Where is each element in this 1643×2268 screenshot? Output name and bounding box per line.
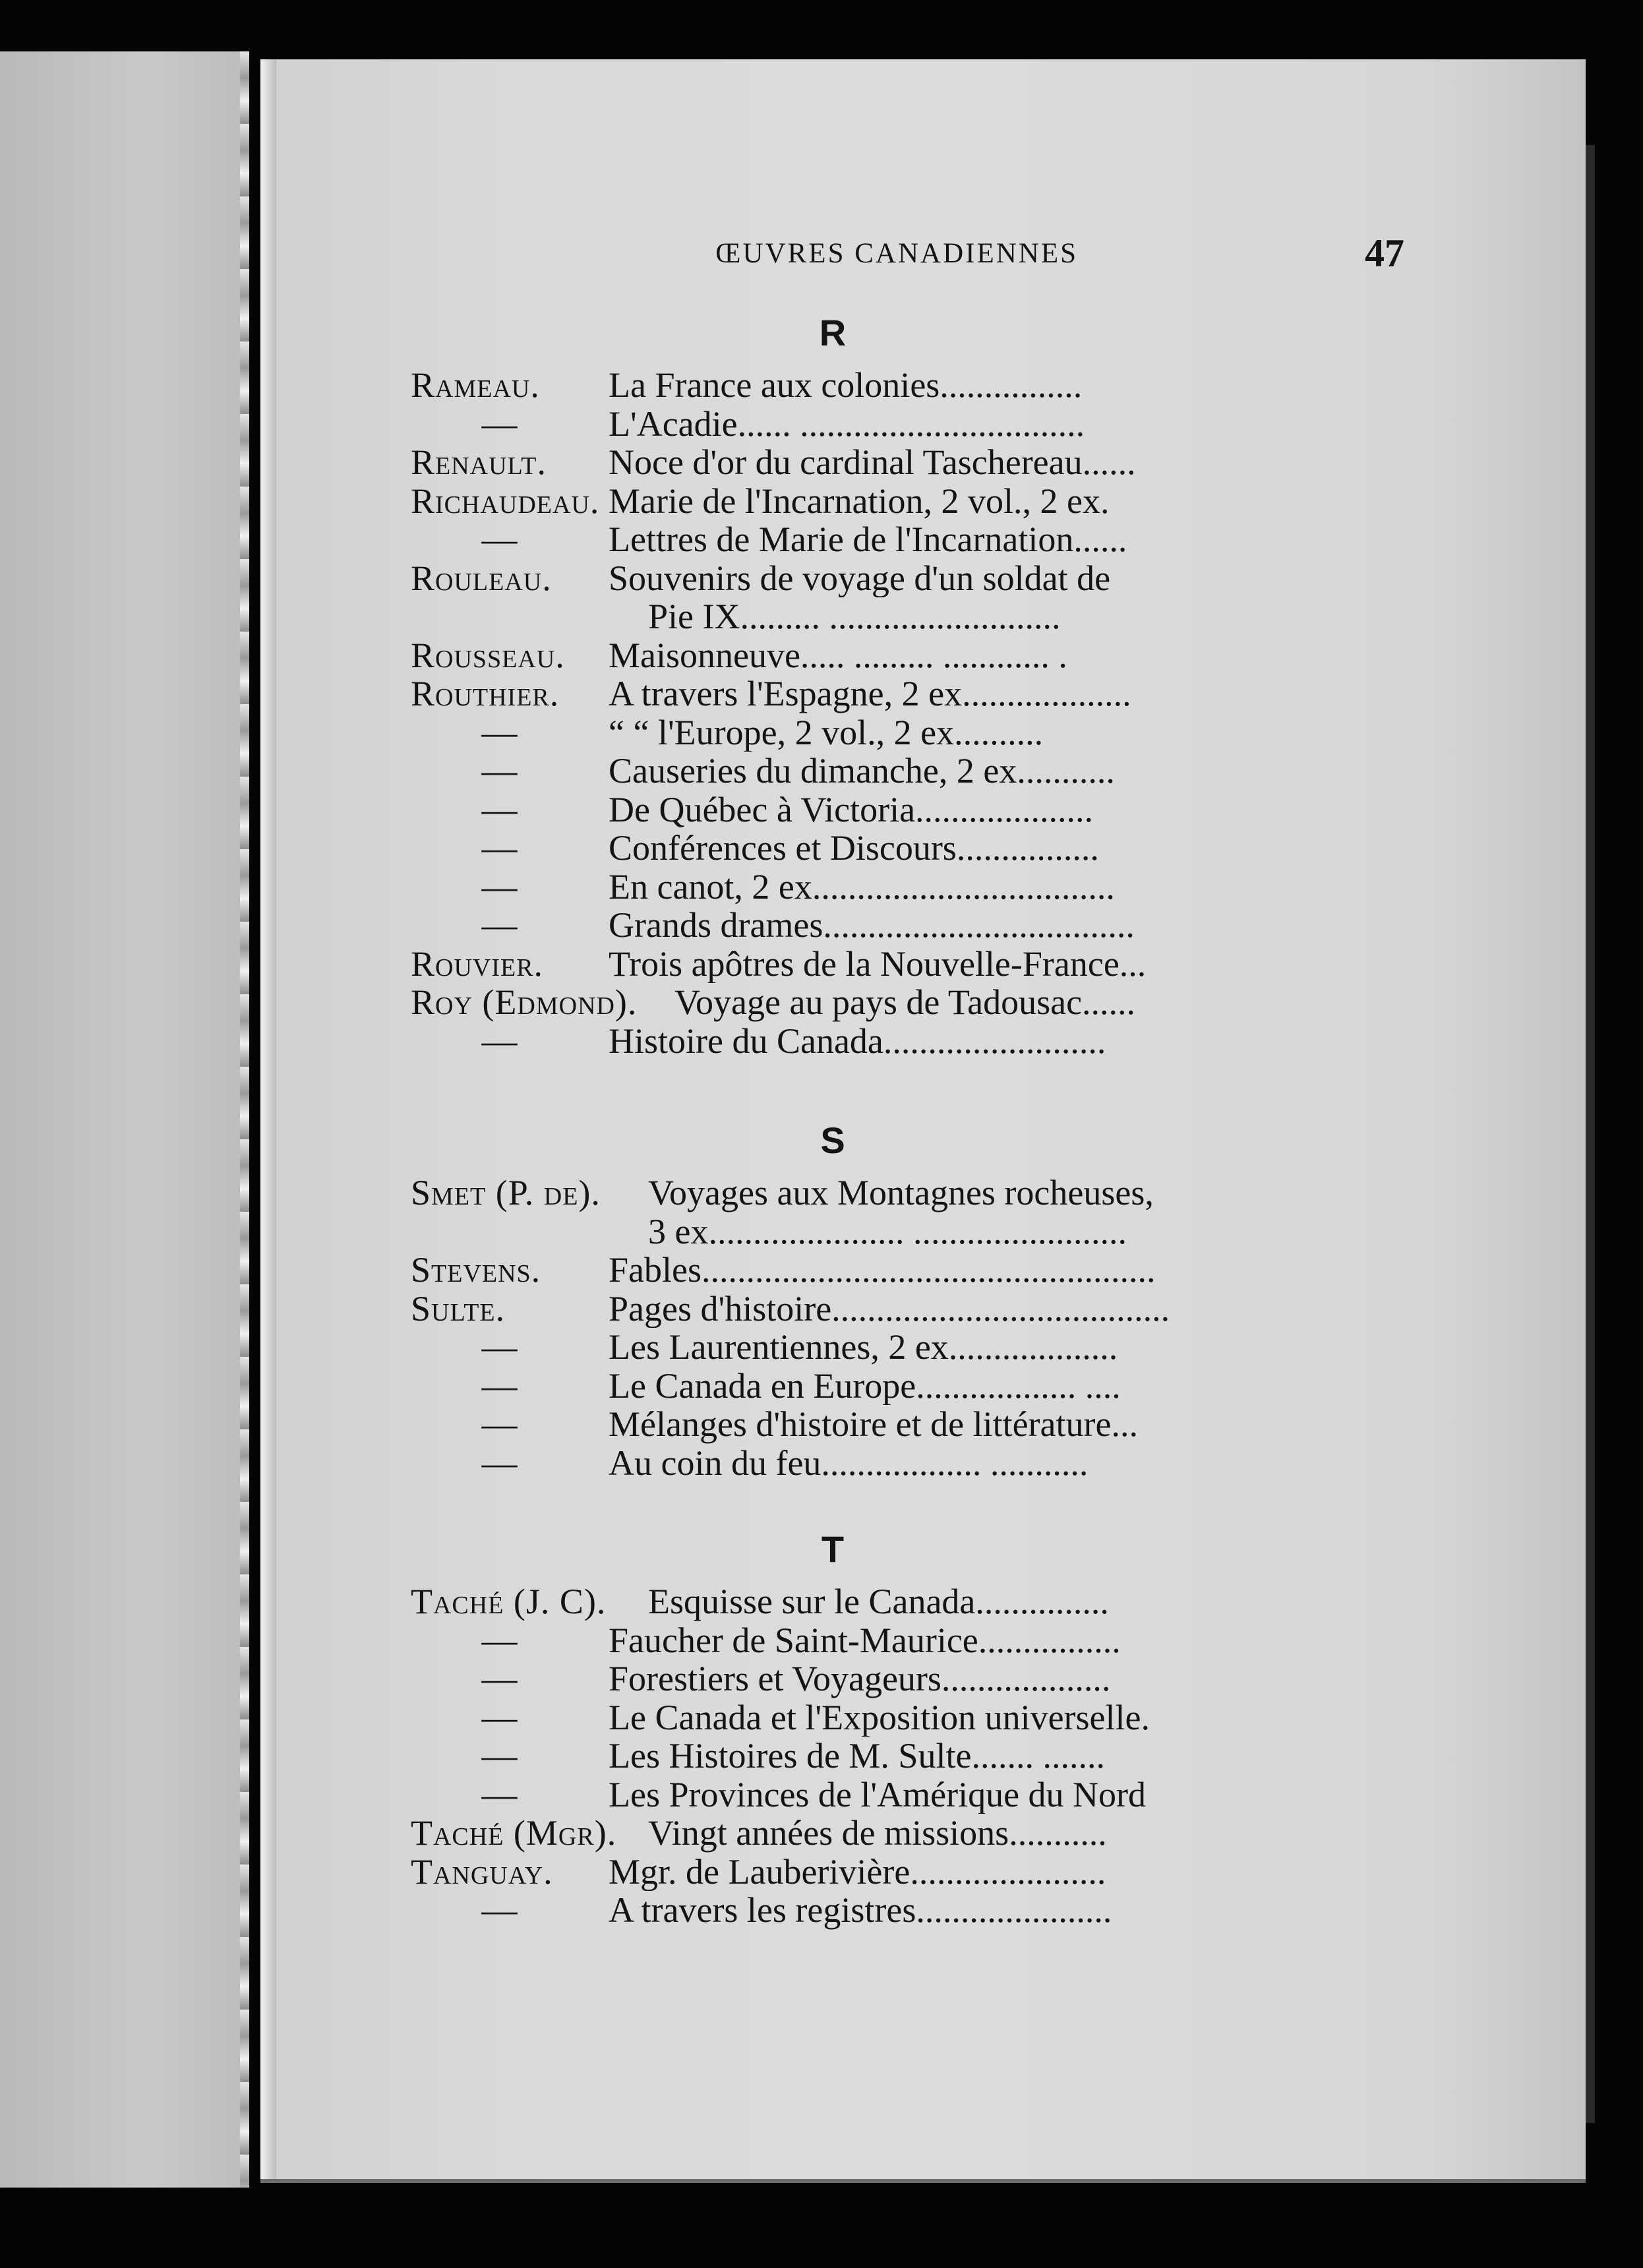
entry-list — [411, 366, 1387, 1060]
list-item — [411, 1891, 1387, 1930]
entry-title: Voyages aux Montagnes rocheuses, — [648, 1174, 1154, 1212]
entry-author: Rouleau. — [411, 558, 552, 598]
entry-title: Faucher de Saint-Maurice................ — [609, 1621, 1121, 1659]
list-item — [411, 1582, 1387, 1621]
list-item — [411, 520, 1387, 559]
entry-title: Vingt années de missions........... — [648, 1814, 1107, 1853]
entry-author: — — [481, 712, 518, 752]
running-head: ŒUVRES CANADIENNES — [715, 238, 1078, 269]
entry-title: Fables................................................... — [609, 1251, 1156, 1290]
entry-title: Forestiers et Voyageurs................... — [609, 1659, 1111, 1698]
entry-title: 3 ex...................... ........................ — [648, 1212, 1127, 1251]
entry-title: Grands drames................................... — [609, 906, 1135, 945]
list-item — [411, 597, 1387, 636]
list-item — [411, 1022, 1387, 1061]
list-item — [411, 752, 1387, 791]
list-item — [411, 482, 1387, 521]
entry-title: Conférences et Discours................ — [609, 829, 1099, 868]
entry-author: Sulte. — [411, 1288, 506, 1328]
entry-title: Histoire du Canada......................... — [609, 1021, 1106, 1060]
page-number: 47 — [1365, 231, 1404, 275]
entry-title: Causeries du dimanche, 2 ex........... — [609, 752, 1115, 791]
entry-list — [411, 1174, 1387, 1482]
section-letter: T — [821, 1528, 845, 1570]
entry-list — [411, 1582, 1387, 1930]
entry-title: Souvenirs de voyage d'un soldat de — [609, 558, 1111, 597]
list-item — [411, 906, 1387, 945]
entry-author: Renault. — [411, 442, 547, 482]
entry-title: Pie IX......... .......................... — [648, 597, 1061, 636]
list-item — [411, 1212, 1387, 1251]
section-letter: S — [820, 1119, 845, 1161]
entry-author: Routhier. — [411, 674, 560, 713]
entry-title: Marie de l'Incarnation, 2 vol., 2 ex. — [609, 481, 1110, 520]
list-item — [411, 1853, 1387, 1892]
entry-author: — — [481, 1021, 518, 1061]
entry-author: Rousseau. — [411, 635, 565, 675]
list-item — [411, 1174, 1387, 1212]
entry-author: — — [481, 1890, 518, 1930]
entry-author: — — [481, 905, 518, 945]
entry-author: — — [481, 789, 518, 829]
entry-author: Roy (Edmond). — [411, 982, 638, 1022]
entry-author: — — [481, 1443, 518, 1483]
entry-author: — — [481, 1620, 518, 1660]
list-item — [411, 1776, 1387, 1814]
list-item — [411, 674, 1387, 713]
list-item — [411, 829, 1387, 868]
list-item — [411, 405, 1387, 444]
entry-title: Le Canada et l'Exposition universelle. — [609, 1698, 1150, 1737]
entry-author: Stevens. — [411, 1250, 541, 1290]
entry-title: Mgr. de Lauberivière...................... — [609, 1852, 1106, 1891]
entry-author: Taché (J. C). — [411, 1582, 607, 1621]
entry-title: Trois apôtres de la Nouvelle-France... — [609, 944, 1147, 983]
list-item — [411, 1621, 1387, 1660]
list-item — [411, 636, 1387, 675]
entry-author: — — [481, 1659, 518, 1698]
entry-author: Rouvier. — [411, 943, 544, 984]
section-letter: R — [819, 312, 847, 353]
entry-author: — — [481, 1327, 518, 1367]
entry-title: Les Histoires de M. Sulte....... ....... — [609, 1737, 1105, 1776]
entry-title: Mélanges d'histoire et de littérature... — [609, 1405, 1138, 1444]
entry-title: Esquisse sur le Canada............... — [648, 1582, 1109, 1621]
list-item — [411, 1698, 1387, 1737]
entry-author: — — [481, 403, 518, 444]
list-item — [411, 791, 1387, 829]
list-item — [411, 713, 1387, 752]
list-item — [411, 945, 1387, 984]
list-item — [411, 1328, 1387, 1367]
list-item — [411, 1444, 1387, 1483]
entry-title: A travers l'Espagne, 2 ex................... — [609, 674, 1131, 713]
entry-author: — — [481, 828, 518, 868]
section-t — [411, 1516, 1387, 1930]
list-item — [411, 559, 1387, 598]
entry-title: “ “ l'Europe, 2 vol., 2 ex.......... — [609, 713, 1044, 752]
list-item — [411, 868, 1387, 907]
entry-author: — — [481, 1774, 518, 1814]
list-item — [411, 1290, 1387, 1328]
facing-page-edge — [0, 51, 245, 2188]
entry-title: Maisonneuve..... ......... ............ . — [609, 636, 1067, 674]
entry-title: L'Acadie...... ................................ — [609, 404, 1085, 443]
entry-author: — — [481, 1365, 518, 1406]
section-r — [411, 300, 1387, 1060]
section-s — [411, 1108, 1387, 1482]
list-item — [411, 366, 1387, 405]
entry-title: Pages d'histoire...................................... — [609, 1289, 1170, 1328]
list-item — [411, 1659, 1387, 1698]
entry-author: Taché (Mgr). — [411, 1813, 617, 1853]
entry-title: La France aux colonies................ — [609, 366, 1083, 405]
entry-title: A travers les registres...................... — [609, 1891, 1112, 1930]
book-page — [260, 59, 1586, 2183]
entry-author: Tanguay. — [411, 1851, 553, 1892]
list-item — [411, 1251, 1387, 1290]
page-gutter — [260, 59, 276, 2179]
list-item — [411, 1814, 1387, 1853]
entry-title: Le Canada en Europe.................. .... — [609, 1366, 1121, 1405]
entry-author: — — [481, 1697, 518, 1737]
entry-author: Rameau. — [411, 365, 540, 405]
list-item — [411, 983, 1387, 1022]
page-edge-shadow — [1586, 145, 1595, 2123]
entry-author: — — [481, 751, 518, 791]
entry-author: — — [481, 1736, 518, 1776]
entry-title: Au coin du feu.................. ........... — [609, 1443, 1089, 1482]
entry-title: En canot, 2 ex.................................. — [609, 867, 1115, 906]
list-item — [411, 1367, 1387, 1406]
entry-title: De Québec à Victoria.................... — [609, 790, 1094, 829]
list-item — [411, 443, 1387, 482]
entry-author: — — [481, 1404, 518, 1444]
entry-title: Les Laurentiennes, 2 ex................... — [609, 1328, 1118, 1367]
entry-author: — — [481, 866, 518, 907]
list-item — [411, 1405, 1387, 1444]
entry-title: Les Provinces de l'Amérique du Nord — [609, 1775, 1147, 1814]
entry-title: Noce d'or du cardinal Taschereau...... — [609, 443, 1136, 482]
entry-title: Voyage au pays de Tadousac...... — [674, 983, 1136, 1022]
list-item — [411, 1737, 1387, 1776]
entry-author: Smet (P. de). — [411, 1173, 601, 1212]
entry-author: — — [481, 520, 518, 559]
entry-title: Lettres de Marie de l'Incarnation...... — [609, 520, 1127, 559]
entry-author: Richaudeau. — [411, 481, 600, 521]
